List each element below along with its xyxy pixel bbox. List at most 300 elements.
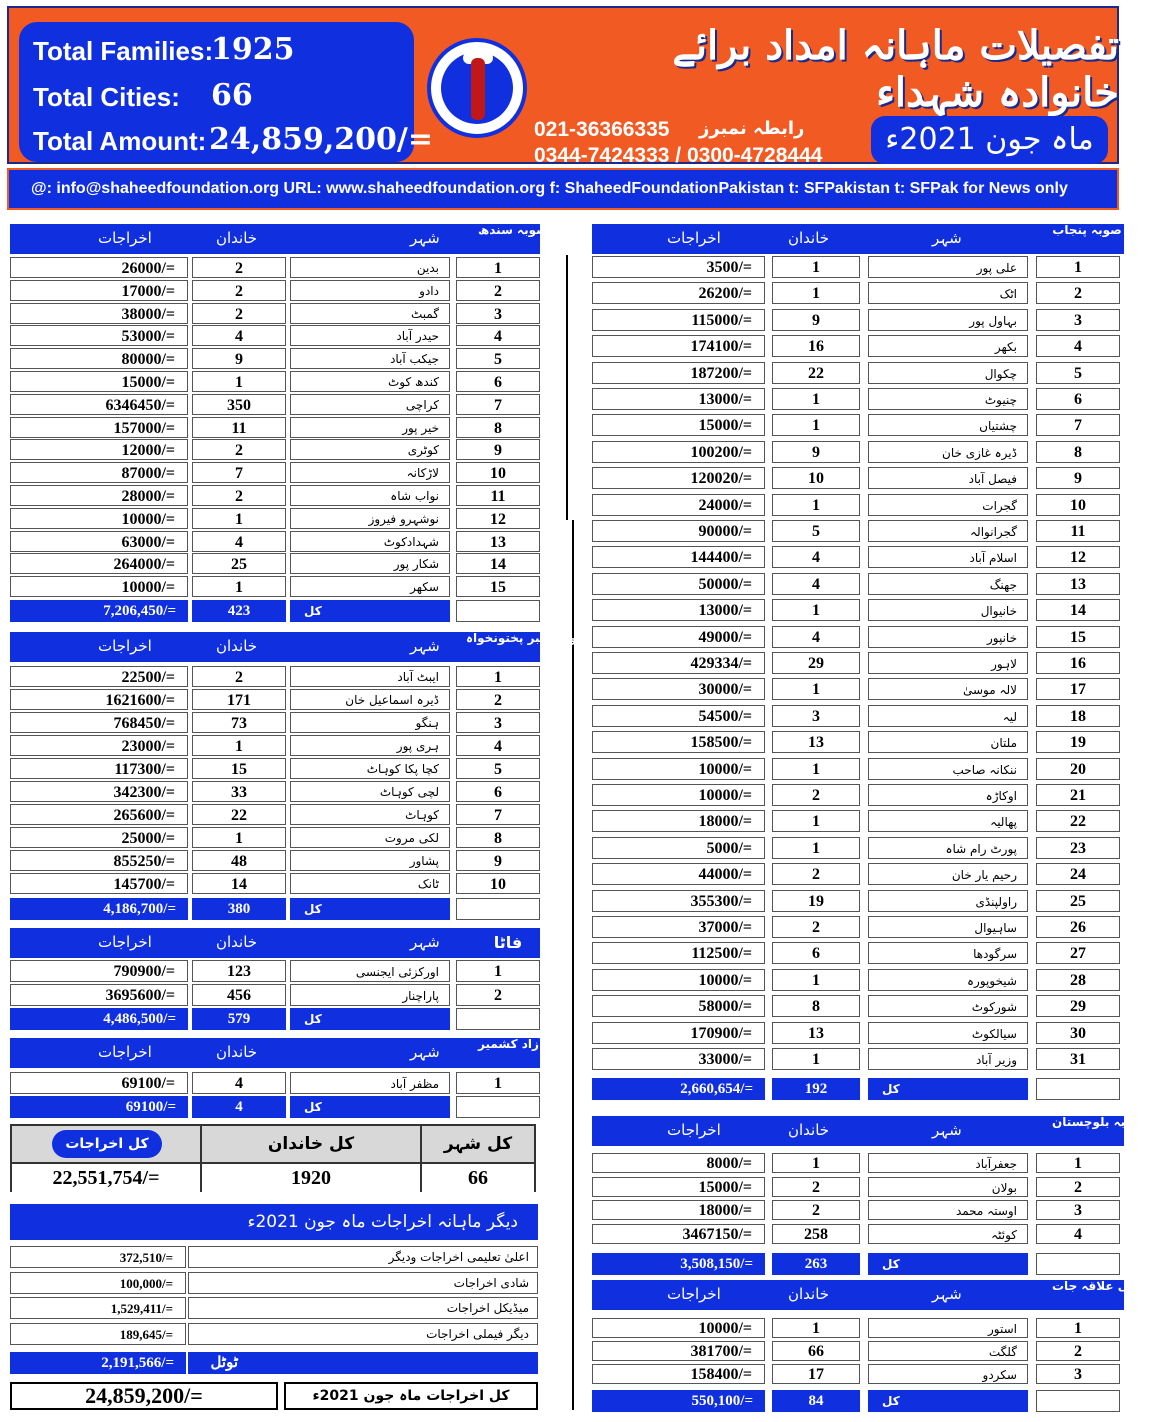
total-families: 4 [192,1096,286,1118]
row-city: کوہاٹ [290,804,450,825]
total-families: 84 [772,1390,860,1412]
row-city: جھنگ [868,573,1028,595]
row-amount: 13000/= [592,599,765,621]
row-city: لاڑکانہ [290,462,450,483]
row-city: لالہ موسیٰ [868,678,1028,700]
row-number: 7 [1036,414,1120,436]
row-number: 11 [456,485,540,506]
row-amount: 37000/= [592,916,765,938]
row-city: اسلام آباد [868,546,1028,568]
row-families: 4 [772,546,860,568]
row-families: 6 [772,942,860,964]
row-city: بہاول پور [868,309,1028,331]
row-families: 1 [772,256,860,278]
row-city: اوکاڑہ [868,784,1028,806]
row-city: شکار پور [290,553,450,574]
row-families: 17 [772,1364,860,1384]
row-amount: 115000/= [592,309,765,331]
sindh-header: اخراجات خاندان شہر صوبہ سندھ [10,224,540,254]
row-families: 48 [192,850,286,871]
row-number: 10 [456,462,540,483]
row-amount: 17000/= [10,280,188,301]
other-expense-amount: 100,000/= [10,1272,186,1294]
row-families: 19 [772,890,860,912]
summary-cities-header: کل شہر [443,1134,513,1154]
row-number: 10 [1036,494,1120,516]
row-city: کوٹری [290,439,450,460]
row-number: 9 [456,850,540,871]
row-families: 2 [772,863,860,885]
total-label: کل [290,600,450,622]
row-number: 11 [1036,520,1120,542]
row-number: 2 [456,984,540,1006]
row-families: 29 [772,652,860,674]
total-amount: 3,508,150/= [592,1253,765,1275]
row-amount: 87000/= [10,462,188,483]
row-number: 3 [1036,1364,1120,1384]
row-number: 6 [456,371,540,392]
row-amount: 158400/= [592,1364,765,1384]
header-banner [7,6,1119,167]
row-amount: 355300/= [592,890,765,912]
row-families: 4 [192,531,286,552]
row-number: 1 [456,257,540,278]
row-families: 2 [772,784,860,806]
page-title: تفصیلات ماہانہ امداد برائے خانوادہ شہداء [672,22,1119,116]
contact-label: رابطہ نمبرز [699,118,805,139]
row-families: 1 [772,494,860,516]
row-families: 7 [192,462,286,483]
row-city: ایبٹ آباد [290,666,450,687]
row-number: 3 [456,303,540,324]
row-number: 8 [456,417,540,438]
row-families: 2 [192,280,286,301]
row-city: رحیم یار خان [868,863,1028,885]
row-families: 9 [772,441,860,463]
summary-expense: 22,551,754/= [12,1164,200,1192]
row-amount: 157000/= [10,417,188,438]
row-number: 2 [456,689,540,710]
row-families: 13 [772,1022,860,1044]
row-number: 26 [1036,916,1120,938]
row-families: 5 [772,520,860,542]
row-number: 20 [1036,758,1120,780]
row-amount: 10000/= [592,758,765,780]
row-amount: 144400/= [592,546,765,568]
row-city: خانیوال [868,599,1028,621]
row-families: 73 [192,712,286,733]
row-amount: 6346450/= [10,394,188,415]
row-city: وزیر آباد [868,1048,1028,1070]
row-city: علی پور [868,256,1028,278]
row-families: 2 [192,485,286,506]
total-label: کل [868,1253,1028,1275]
row-amount: 265600/= [10,804,188,825]
row-amount: 28000/= [10,485,188,506]
row-amount: 855250/= [10,850,188,871]
row-number: 2 [1036,1341,1120,1361]
row-city: گلگت [868,1341,1028,1361]
row-families: 123 [192,960,286,982]
row-city: ساہیوال [868,916,1028,938]
summary-cities: 66 [422,1164,534,1192]
row-families: 66 [772,1341,860,1361]
row-city: اورکزئی ایجنسی [290,960,450,982]
row-amount: 25000/= [10,827,188,848]
row-city: چکوال [868,362,1028,384]
total-expense-pill: کل اخراجات [52,1130,162,1158]
row-amount: 3695600/= [10,984,188,1006]
row-families: 13 [772,731,860,753]
row-families: 1 [772,837,860,859]
row-city: سکردو [868,1364,1028,1384]
row-amount: 1621600/= [10,689,188,710]
row-number: 1 [1036,1153,1120,1173]
row-number: 29 [1036,995,1120,1017]
row-city: پشاور [290,850,450,871]
row-families: 9 [772,309,860,331]
row-city: سکھر [290,576,450,597]
total-amount: 4,186,700/= [10,898,188,920]
row-number: 16 [1036,652,1120,674]
row-families: 171 [192,689,286,710]
row-families: 2 [772,1200,860,1220]
row-amount: 170900/= [592,1022,765,1044]
total-families: Total Families: 1925 [33,32,295,67]
row-city: نوشہرو فیروز [290,508,450,529]
other-expense-label: میڈیکل اخراجات [188,1297,538,1319]
row-city: ننکانہ صاحب [868,758,1028,780]
row-number: 15 [456,576,540,597]
row-number: 8 [456,827,540,848]
grand-total-label: کل اخراجات ماہ جون 2021ء [284,1382,538,1410]
row-families: 258 [772,1224,860,1244]
row-families: 1 [192,827,286,848]
row-city: چنیوٹ [868,388,1028,410]
row-families: 2 [192,303,286,324]
row-amount: 10000/= [592,784,765,806]
row-city: سیالکوٹ [868,1022,1028,1044]
row-families: 33 [192,781,286,802]
total-families: 380 [192,898,286,920]
row-families: 4 [192,1072,286,1094]
row-families: 1 [772,1048,860,1070]
row-amount: 18000/= [592,1200,765,1220]
row-number: 12 [1036,546,1120,568]
punjab-header: اخراجات خاندان شہر صوبہ پنجاب [592,224,1124,254]
row-families: 2 [772,1177,860,1197]
other-expense-label: شادی اخراجات [188,1272,538,1294]
total-families: 263 [772,1253,860,1275]
row-number: 19 [1036,731,1120,753]
row-number: 2 [1036,282,1120,304]
row-amount: 38000/= [10,303,188,324]
row-amount: 50000/= [592,573,765,595]
row-families: 22 [192,804,286,825]
row-amount: 381700/= [592,1341,765,1361]
row-city: دادو [290,280,450,301]
row-city: ہری پور [290,735,450,756]
row-number: 25 [1036,890,1120,912]
row-number: 24 [1036,863,1120,885]
row-number: 3 [1036,309,1120,331]
row-amount: 90000/= [592,520,765,542]
row-amount: 10000/= [10,508,188,529]
row-amount: 158500/= [592,731,765,753]
row-families: 8 [772,995,860,1017]
row-city: لاہور [868,652,1028,674]
row-city: بکھر [868,335,1028,357]
other-total-label: ٹوٹل [188,1352,538,1374]
row-number: 13 [1036,573,1120,595]
row-amount: 53000/= [10,325,188,346]
total-amount: 69100/= [10,1096,188,1118]
row-amount: 120020/= [592,467,765,489]
row-amount: 768450/= [10,712,188,733]
row-number: 3 [456,712,540,733]
row-number: 9 [456,439,540,460]
row-city: نواب شاہ [290,485,450,506]
row-families: 15 [192,758,286,779]
row-city: لکی مروت [290,827,450,848]
row-city: سرگودھا [868,942,1028,964]
row-amount: 33000/= [592,1048,765,1070]
row-number: 4 [456,325,540,346]
row-city: کچا پکا کوہاٹ [290,758,450,779]
row-families: 1 [772,810,860,832]
row-amount: 18000/= [592,810,765,832]
ajk-header: اخراجات خاندان شہر آزاد کشمیر [10,1038,540,1068]
contact-bar: @: info@shaheedfoundation.org URL: www.shaheedfoundation.org f: ShaheedFoundationPakistan t: SFPakistan t: SFPak for News only [7,168,1119,210]
total-cities: Total Cities: 66 [33,78,253,113]
row-city: اوستہ محمد [868,1200,1028,1220]
row-amount: 100200/= [592,441,765,463]
row-families: 1 [192,735,286,756]
row-families: 4 [772,573,860,595]
column-divider [566,255,568,520]
foundation-logo [427,38,527,138]
row-number: 13 [456,531,540,552]
row-city: پاراچنار [290,984,450,1006]
gilgit-header: اخراجات خاندان شہر شمالی علاقہ جات [592,1280,1124,1310]
row-number: 4 [1036,1224,1120,1244]
row-number: 2 [1036,1177,1120,1197]
other-expenses-title: دیگر ماہانہ اخراجات ماہ جون 2021ء [10,1204,538,1240]
other-total-amount: 2,191,566/= [10,1352,186,1374]
month-badge: ماہ جون 2021ء [871,116,1108,164]
row-amount: 187200/= [592,362,765,384]
other-expense-amount: 1,529,411/= [10,1297,186,1319]
row-families: 1 [772,678,860,700]
row-number: 6 [1036,388,1120,410]
total-label: کل [290,1096,450,1118]
row-amount: 12000/= [10,439,188,460]
row-families: 22 [772,362,860,384]
column-divider [572,520,574,1410]
row-city: راولپنڈی [868,890,1028,912]
row-families: 9 [192,348,286,369]
total-label: کل [290,898,450,920]
row-amount: 54500/= [592,705,765,727]
totals-box [19,22,433,162]
row-city: جیکب آباد [290,348,450,369]
row-number: 1 [456,1072,540,1094]
row-amount: 69100/= [10,1072,188,1094]
row-families: 2 [192,439,286,460]
row-families: 1 [192,576,286,597]
row-number: 6 [456,781,540,802]
total-amount: 7,206,450/= [10,600,188,622]
row-amount: 174100/= [592,335,765,357]
row-city: ڈیرہ غازی خان [868,441,1028,463]
row-city: مظفر آباد [290,1072,450,1094]
row-amount: 13000/= [592,388,765,410]
row-number: 27 [1036,942,1120,964]
row-amount: 63000/= [10,531,188,552]
row-families: 1 [772,1153,860,1173]
row-city: ڈیرہ اسماعیل خان [290,689,450,710]
row-city: شیخوپورہ [868,969,1028,991]
row-families: 1 [772,282,860,304]
row-city: پھالیہ [868,810,1028,832]
row-amount: 429334/= [592,652,765,674]
total-amount: 2,660,654/= [592,1078,765,1100]
total-families: 579 [192,1008,286,1030]
row-amount: 15000/= [592,1177,765,1197]
row-city: کراچی [290,394,450,415]
kpk-header: اخراجات خاندان شہر صوبہ خیبر پختونخواہ [10,632,540,662]
row-families: 1 [772,388,860,410]
row-families: 1 [192,508,286,529]
balochistan-header: اخراجات خاندان شہر صوبہ بلوچستان [592,1116,1124,1146]
row-city: گمبٹ [290,303,450,324]
summary-table [10,1124,536,1192]
row-number: 23 [1036,837,1120,859]
row-number: 30 [1036,1022,1120,1044]
row-number: 3 [1036,1200,1120,1220]
row-amount: 117300/= [10,758,188,779]
row-amount: 112500/= [592,942,765,964]
summary-families-header: کل خاندان [267,1134,355,1154]
row-amount: 10000/= [592,1318,765,1338]
row-city: اٹک [868,282,1028,304]
row-number: 1 [456,666,540,687]
grand-total-amount: 24,859,200/= [10,1382,278,1410]
row-families: 1 [772,758,860,780]
row-number: 2 [456,280,540,301]
row-amount: 5000/= [592,837,765,859]
row-amount: 22500/= [10,666,188,687]
row-city: فیصل آباد [868,467,1028,489]
row-amount: 15000/= [592,414,765,436]
row-number: 12 [456,508,540,529]
row-families: 10 [772,467,860,489]
row-number: 17 [1036,678,1120,700]
row-number: 21 [1036,784,1120,806]
row-number: 5 [456,348,540,369]
total-label: کل [868,1390,1028,1412]
row-families: 16 [772,335,860,357]
row-families: 1 [772,599,860,621]
other-expense-amount: 189,645/= [10,1323,186,1345]
row-city: خانپور [868,626,1028,648]
row-families: 2 [192,666,286,687]
total-amount: 550,100/= [592,1390,765,1412]
other-expense-label: دیگر فیملی اخراجات [188,1323,538,1345]
row-amount: 23000/= [10,735,188,756]
row-amount: 80000/= [10,348,188,369]
other-expense-label: اعلیٰ تعلیمی اخراجات ودیگر [188,1246,538,1268]
row-amount: 8000/= [592,1153,765,1173]
phone-2: 0344-7424333 / 0300-4728444 [534,144,823,167]
row-city: گجرانوالہ [868,520,1028,542]
row-amount: 26000/= [10,257,188,278]
total-label: کل [290,1008,450,1030]
fata-header: اخراجات خاندان شہر فاٹا [10,928,540,958]
other-expense-amount: 372,510/= [10,1246,186,1268]
row-city: پورٹ رام شاہ [868,837,1028,859]
row-number: 14 [1036,599,1120,621]
row-number: 4 [456,735,540,756]
row-families: 1 [772,1318,860,1338]
row-amount: 264000/= [10,553,188,574]
row-families: 4 [772,626,860,648]
row-amount: 58000/= [592,995,765,1017]
row-amount: 10000/= [592,969,765,991]
row-city: لچی کوہاٹ [290,781,450,802]
total-amount: Total Amount: 24,859,200/= [33,122,433,157]
row-amount: 790900/= [10,960,188,982]
row-families: 2 [772,916,860,938]
row-families: 25 [192,553,286,574]
row-number: 10 [456,873,540,894]
row-amount: 26200/= [592,282,765,304]
row-city: بولان [868,1177,1028,1197]
row-city: شورکوٹ [868,995,1028,1017]
row-city: گجرات [868,494,1028,516]
total-families: 192 [772,1078,860,1100]
row-city: بدین [290,257,450,278]
row-amount: 30000/= [592,678,765,700]
row-amount: 15000/= [10,371,188,392]
row-city: حیدر آباد [290,325,450,346]
total-amount: 4,486,500/= [10,1008,188,1030]
phone-1: 021-36366335 [534,118,670,141]
row-amount: 3467150/= [592,1224,765,1244]
row-families: 4 [192,325,286,346]
row-amount: 342300/= [10,781,188,802]
row-families: 1 [772,969,860,991]
row-city: استور [868,1318,1028,1338]
row-amount: 3500/= [592,256,765,278]
row-number: 22 [1036,810,1120,832]
row-families: 1 [192,371,286,392]
row-number: 7 [456,394,540,415]
row-families: 1 [772,414,860,436]
row-families: 11 [192,417,286,438]
row-city: کندھ کوٹ [290,371,450,392]
row-families: 2 [192,257,286,278]
row-city: شہدادکوٹ [290,531,450,552]
row-number: 9 [1036,467,1120,489]
row-number: 28 [1036,969,1120,991]
row-families: 3 [772,705,860,727]
row-number: 7 [456,804,540,825]
row-amount: 145700/= [10,873,188,894]
row-city: ہنگو [290,712,450,733]
row-city: ٹانک [290,873,450,894]
row-city: خیر پور [290,417,450,438]
